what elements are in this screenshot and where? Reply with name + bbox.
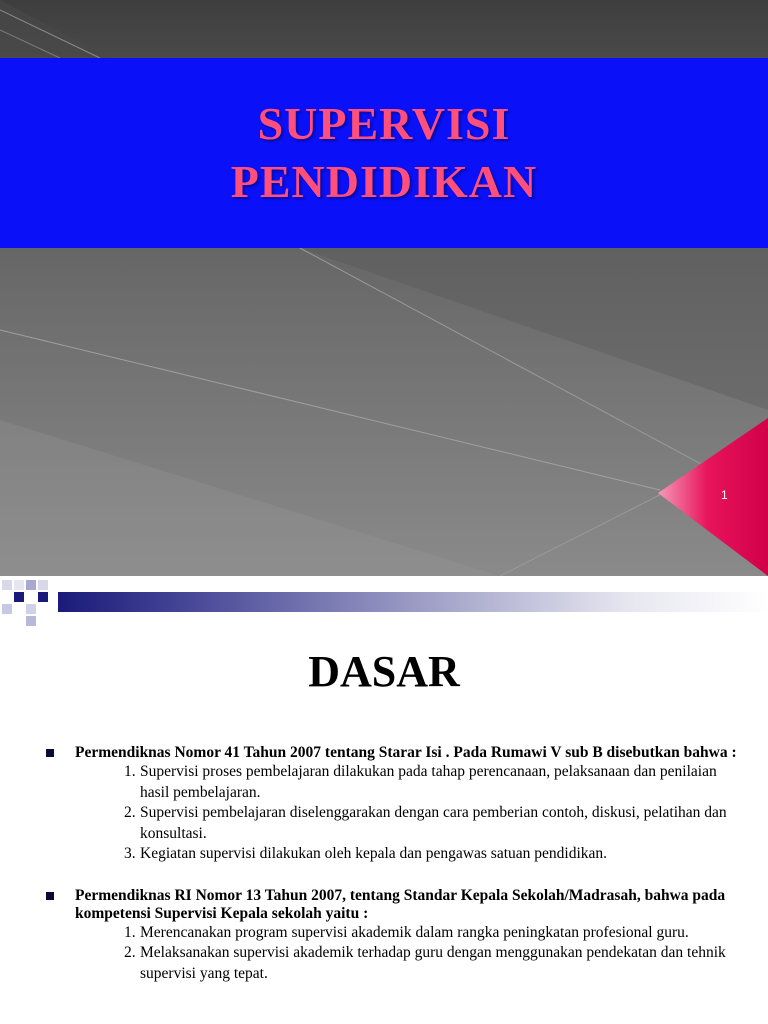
list-item	[124, 844, 744, 865]
bullet-block	[44, 887, 744, 985]
content-slide	[0, 576, 768, 1024]
slide-heading: DASAR	[308, 647, 460, 696]
decorative-header-bar	[0, 580, 768, 622]
list-item-number: 2.	[124, 804, 136, 821]
slide-title-line2: PENDIDIKAN	[230, 156, 538, 207]
bullet-text: Permendiknas Nomor 41 Tahun 2007 tentang Starar Isi . Pada Rumawi V sub B disebutkan bahwa :	[75, 744, 737, 761]
list-item	[124, 762, 744, 803]
list-item-number: 1.	[124, 923, 136, 941]
list-item	[124, 943, 744, 984]
slide-content	[44, 744, 744, 1006]
page-number: 1	[721, 488, 728, 502]
list-item-text: Kegiatan supervisi dilakukan oleh kepala dan pengawas satuan pendidikan.	[140, 845, 608, 862]
list-item-number: 2.	[124, 944, 136, 961]
square-bullet-icon	[46, 749, 54, 757]
list-item-text: Supervisi pembelajaran diselenggarakan dengan cara pemberian contoh, diskusi, pelatihan dan konsultasi.	[140, 804, 727, 842]
bullet-text: Permendiknas RI Nomor 13 Tahun 2007, tentang Standar Kepala Sekolah/Madrasah, bahwa pada kompetensi Supervisi Kepala sekolah yaitu :	[75, 886, 726, 922]
list-item-number: 1.	[124, 763, 136, 780]
pink-triangle-accent	[658, 418, 768, 576]
list-item-number: 3.	[124, 845, 136, 862]
title-band	[0, 58, 768, 248]
list-item-text: Melaksanakan supervisi akademik terhadap guru dengan menggunakan pendekatan dan tehnik supervisi yang tepat.	[140, 944, 726, 982]
list-item	[124, 923, 744, 944]
bullet-block	[44, 744, 744, 865]
list-item-text: Merencanakan program supervisi akademik dalam rangka peningkatan profesional guru.	[140, 923, 689, 941]
slide-title-line1: SUPERVISI	[257, 98, 511, 149]
numbered-list	[124, 762, 744, 865]
list-item-text: Supervisi proses pembelajaran dilakukan pada tahap perencanaan, pelaksanaan dan penilaian hasil pembelajaran.	[140, 763, 717, 801]
gradient-strip	[58, 592, 768, 612]
list-item	[124, 803, 744, 844]
numbered-list	[124, 923, 744, 985]
square-bullet-icon	[46, 892, 54, 900]
